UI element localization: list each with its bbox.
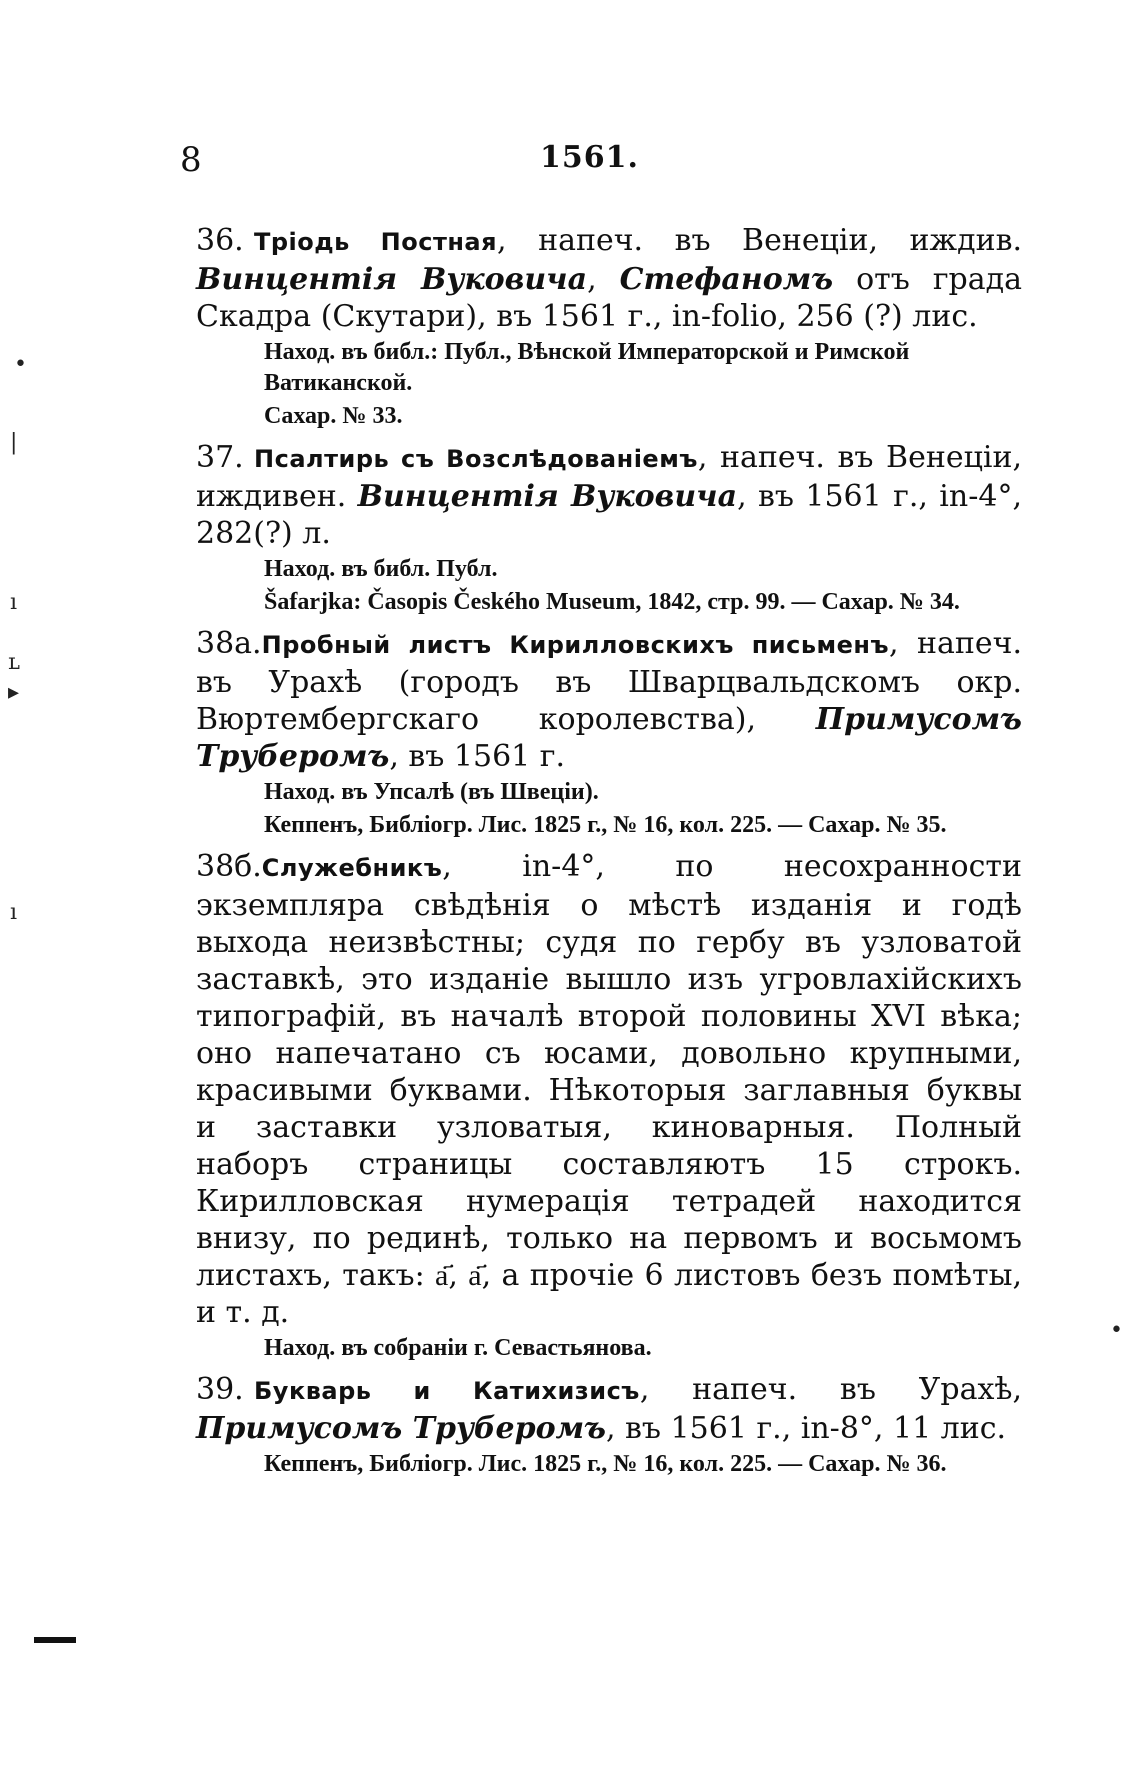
catalog-entry-38b (196, 848, 1022, 1364)
entry-note: Кеппенъ, Библіогр. Лис. 1825 г., № 16, кол. 225. — Сахар. № 36. (264, 1451, 947, 1477)
margin-arrow-mark: ▸ (8, 680, 20, 705)
entry-note: Сахар. № 33. (264, 403, 403, 429)
bottom-margin-dash (34, 1637, 76, 1643)
running-head: 1561. (540, 140, 639, 175)
margin-arrow-mark: ʟ (8, 650, 20, 675)
entry-body (196, 625, 1022, 775)
entry-text: отъ града Скадра (Скутари), въ 1561 г., in-folio, 256 (?) лис. (196, 262, 1022, 334)
entry-note: Кеппенъ, Библіогр. Лис. 1825 г., № 16, кол. 225. — Сахар. № 35. (264, 812, 947, 838)
entry-title: Пробный листъ Кирилловскихъ письменъ (261, 631, 890, 659)
entry-note: Наход. въ библ.: Публ., Вѣнской Императорской и Римской Ватиканской. (264, 339, 910, 396)
margin-bullet-mark: • (1110, 1318, 1123, 1343)
entry-body (196, 1371, 1022, 1447)
entry-number: 39. (196, 1372, 244, 1407)
entry-text: , напеч. въ Венеціи, иждив. (497, 223, 1023, 258)
margin-tick-mark: ı (10, 590, 18, 615)
entry-text: , напеч. въ Урахѣ, (639, 1372, 1023, 1407)
catalog-entry-39 (196, 1371, 1022, 1480)
entry-person: Стефаномъ (619, 262, 834, 297)
entry-person: Примусомъ Труберомъ (196, 702, 1022, 774)
entry-text: , (587, 262, 620, 297)
entry-body (196, 222, 1022, 335)
entry-person: Примусомъ Труберомъ (196, 1411, 606, 1446)
entry-text: , въ 1561 г., in-4°, 282(?) л. (196, 479, 1022, 551)
entry-number: 38б. (196, 849, 262, 884)
entry-text: , въ 1561 г. (389, 739, 566, 774)
entry-note: Наход. въ библ. Публ. (264, 556, 498, 582)
entry-person: Винцентія Вуковича (357, 479, 738, 514)
catalog-entries (196, 222, 1022, 1487)
catalog-entry-38a (196, 625, 1022, 841)
catalog-entry-36 (196, 222, 1022, 432)
page-number: 8 (180, 140, 202, 180)
margin-tick-mark: ı (10, 900, 18, 925)
page-header (180, 140, 1020, 190)
entry-number: 36. (196, 223, 244, 258)
catalog-entry-37 (196, 439, 1022, 618)
entry-text: , напеч. въ Венеціи, иждивен. (196, 440, 1022, 514)
margin-dot-mark: • (14, 352, 27, 377)
entry-person: Винцентія Вуковича (196, 262, 588, 297)
entry-note: Šafarjka: Časopis Českého Museum, 1842, стр. 99. — Сахар. № 34. (264, 589, 960, 615)
entry-title: Псалтирь съ Возслѣдованіемъ (254, 445, 698, 473)
entry-text: , напеч. въ Урахѣ (городъ въ Шварцвальдскомъ окр. Вюртембергскаго королевства), (196, 626, 1022, 737)
entry-text: , in-4°, по несохранности экземпляра свѣдѣнія о мѣстѣ изданія и годѣ выхода неизвѣстны; судя по гербу въ узловатой заставкѣ, это изданіе вышло изъ угровлахійскихъ типографій, въ началѣ второй половины XVI вѣка; оно напечатано съ юсами, довольно крупными, красивыми буквами. Нѣкоторыя заглавныя буквы и заставки узловатыя, киноварныя. Полный наборъ страницы составляютъ 15 строкъ. Кирилловская нумерація тетрадей находится внизу, по рединѣ, только на первомъ и восьмомъ листахъ, такъ: а҃, а҃, а прочіе 6 листовъ безъ помѣты, и т. д. (196, 849, 1022, 1330)
entry-text: , въ 1561 г., in-8°, 11 лис. (605, 1411, 1007, 1446)
entry-number: 37. (196, 440, 244, 475)
entry-body (196, 439, 1022, 552)
entry-title: Букварь и Катихизисъ (254, 1377, 640, 1405)
entry-note: Наход. въ собраніи г. Севастьянова. (264, 1335, 652, 1361)
entry-title: Служебникъ (261, 854, 443, 882)
entry-title: Тріодь Постная (254, 228, 498, 256)
entry-number: 38а. (196, 626, 262, 661)
entry-note: Наход. въ Упсалѣ (въ Швеціи). (264, 779, 599, 805)
margin-tick-mark: | (10, 430, 18, 455)
entry-body (196, 848, 1022, 1331)
